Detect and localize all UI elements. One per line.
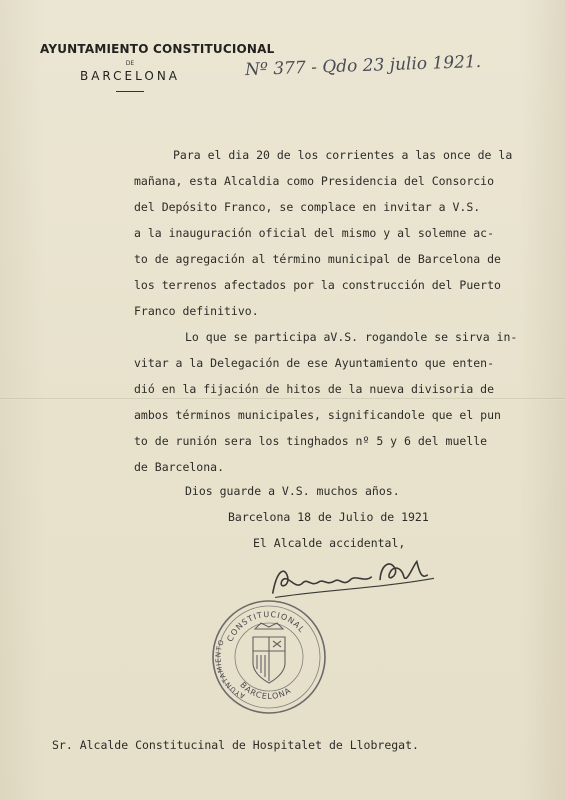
- closing-line: Dios guarde a V.S. muchos años.: [185, 484, 400, 498]
- letterhead-de: DE: [125, 60, 135, 67]
- letterhead: [40, 42, 275, 94]
- handwritten-reference: Nº 377 - Qdo 23 julio 1921.: [244, 51, 482, 81]
- coat-of-arms-icon: [253, 623, 285, 683]
- place-date: Barcelona 18 de Julio de 1921: [228, 510, 429, 524]
- paragraph1-line: mañana, esta Alcaldia como Presidencia del Consorcio: [134, 174, 495, 188]
- paragraph2-line: vitar a la Delegación de ese Ayuntamiento que enten-: [134, 356, 495, 370]
- stamp-top-text: CONSTITUCIONAL: [225, 609, 307, 644]
- municipal-stamp: [207, 595, 332, 720]
- stamp-left-text: AYUNTAMIENTO: [214, 638, 247, 700]
- signer-title: El Alcalde accidental,: [253, 536, 406, 550]
- letterhead-city: BARCELONA: [79, 69, 181, 83]
- stamp-bottom-text: BARCELONA: [238, 680, 293, 702]
- paragraph2-line: dió en la fijación de hitos de la nueva divisoria de: [134, 382, 495, 396]
- paper-fold-line: [0, 398, 565, 400]
- paragraph1-line: Franco definitivo.: [134, 304, 259, 318]
- paragraph1-line: to de agregación al término municipal de Barcelona de: [134, 252, 501, 266]
- letterhead-name: AYUNTAMIENTO CONSTITUCIONAL: [40, 42, 275, 56]
- paragraph1-line: los terrenos afectados por la construcción del Puerto: [134, 278, 501, 292]
- svg-text:AYUNTAMIENTO: [214, 638, 246, 700]
- paragraph1-line: Para el dia 20 de los corrientes a las once de la: [173, 148, 513, 162]
- paragraph2-line: de Barcelona.: [134, 460, 225, 474]
- svg-text:CONSTITUCIONAL: [225, 610, 306, 643]
- paragraph2-line: to de runión sera los tinghados nº 5 y 6 del muelle: [134, 434, 488, 448]
- paragraph2-line: ambos términos municipales, significandole que el pun: [134, 408, 501, 422]
- paragraph2-line: Lo que se participa aV.S. rogandole se sirva in-: [185, 330, 518, 344]
- paragraph1-line: a la inauguración oficial del mismo y al solemne ac-: [134, 226, 495, 240]
- addressee-line: Sr. Alcalde Constitucinal de Hospitalet de Llobregat.: [52, 738, 419, 752]
- letterhead-ornament: [40, 88, 220, 94]
- paragraph1-line: del Depósito Franco, se complace en invitar a V.S.: [134, 200, 481, 214]
